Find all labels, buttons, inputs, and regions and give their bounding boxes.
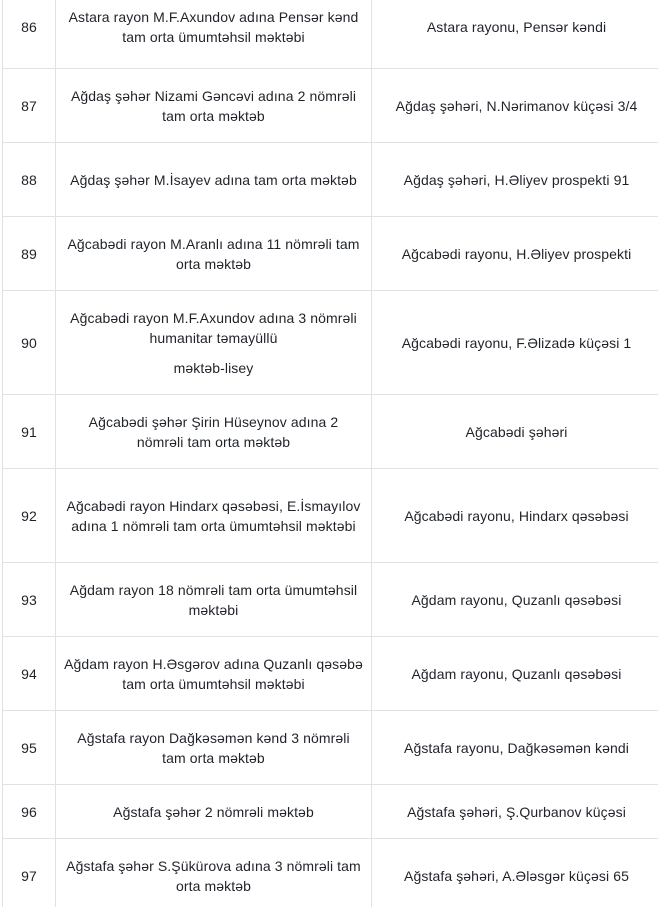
row-number: 94 (3, 637, 56, 711)
school-name: Ağcabədi rayon M.Aranlı adına 11 nömrəli tam orta məktəb (56, 217, 372, 291)
school-address: Ağcabədi rayonu, Hindarx qəsəbəsi (372, 469, 658, 563)
school-address: Ağstafa şəhəri, A.Ələsgər küçəsi 65 (372, 839, 658, 907)
table-row (3, 0, 658, 69)
school-name: Ağdam rayon 18 nömrəli tam orta ümumtəhsil məktəbi (56, 563, 372, 637)
school-name: Ağdaş şəhər M.İsayev adına tam orta məktəb (56, 143, 372, 217)
row-number: 97 (3, 839, 56, 907)
school-name: Astara rayon M.F.Axundov adına Pensər kənd tam orta ümumtəhsil məktəbi (56, 0, 372, 69)
school-address: Ağdaş şəhəri, N.Nərimanov küçəsi 3/4 (372, 69, 658, 143)
table-row (3, 563, 658, 637)
row-number: 89 (3, 217, 56, 291)
table-row (3, 785, 658, 839)
row-number: 91 (3, 395, 56, 469)
school-address: Ağdam rayonu, Quzanlı qəsəbəsi (372, 563, 658, 637)
row-number: 88 (3, 143, 56, 217)
table-row (3, 143, 658, 217)
table-row (3, 217, 658, 291)
school-name: Ağcabədi rayon Hindarx qəsəbəsi, E.İsmayılov adına 1 nömrəli tam orta ümumtəhsil məktəbi (56, 469, 372, 563)
row-number: 90 (3, 291, 56, 395)
school-address: Astara rayonu, Pensər kəndi (372, 0, 658, 69)
table-row (3, 469, 658, 563)
row-number: 95 (3, 711, 56, 785)
row-number: 96 (3, 785, 56, 839)
school-address: Ağstafa şəhəri, Ş.Qurbanov küçəsi (372, 785, 658, 839)
school-name-continued: məktəb-lisey (173, 359, 254, 376)
school-address: Ağcabədi rayonu, H.Əliyev prospekti (372, 217, 658, 291)
school-address: Ağdaş şəhəri, H.Əliyev prospekti 91 (372, 143, 658, 217)
row-number: 93 (3, 563, 56, 637)
schools-table (2, 0, 658, 907)
row-number: 86 (3, 0, 56, 69)
table-row (3, 637, 658, 711)
school-address: Ağcabədi şəhəri (372, 395, 658, 469)
school-address: Ağstafa rayonu, Dağkəsəmən kəndi (372, 711, 658, 785)
table-row (3, 395, 658, 469)
school-name-cell (56, 291, 372, 395)
table-row (3, 711, 658, 785)
school-address: Ağdam rayonu, Quzanlı qəsəbəsi (372, 637, 658, 711)
row-number: 92 (3, 469, 56, 563)
school-name: Ağcabədi rayon M.F.Axundov adına 3 nömrəli humanitar təmayüllü (70, 309, 357, 346)
table-row (3, 291, 658, 395)
school-address: Ağcabədi rayonu, F.Əlizadə küçəsi 1 (372, 291, 658, 395)
table-row (3, 839, 658, 907)
school-name: Ağstafa şəhər 2 nömrəli məktəb (56, 785, 372, 839)
school-name: Ağstafa şəhər S.Şükürova adına 3 nömrəli tam orta məktəb (56, 839, 372, 907)
school-name: Ağdam rayon H.Əsgərov adına Quzanlı qəsəbə tam orta ümumtəhsil məktəbi (56, 637, 372, 711)
school-name: Ağstafa rayon Dağkəsəmən kənd 3 nömrəli tam orta məktəb (56, 711, 372, 785)
school-name: Ağdaş şəhər Nizami Gəncəvi adına 2 nömrəli tam orta məktəb (56, 69, 372, 143)
table-row (3, 69, 658, 143)
row-number: 87 (3, 69, 56, 143)
school-name: Ağcabədi şəhər Şirin Hüseynov adına 2 nömrəli tam orta məktəb (56, 395, 372, 469)
